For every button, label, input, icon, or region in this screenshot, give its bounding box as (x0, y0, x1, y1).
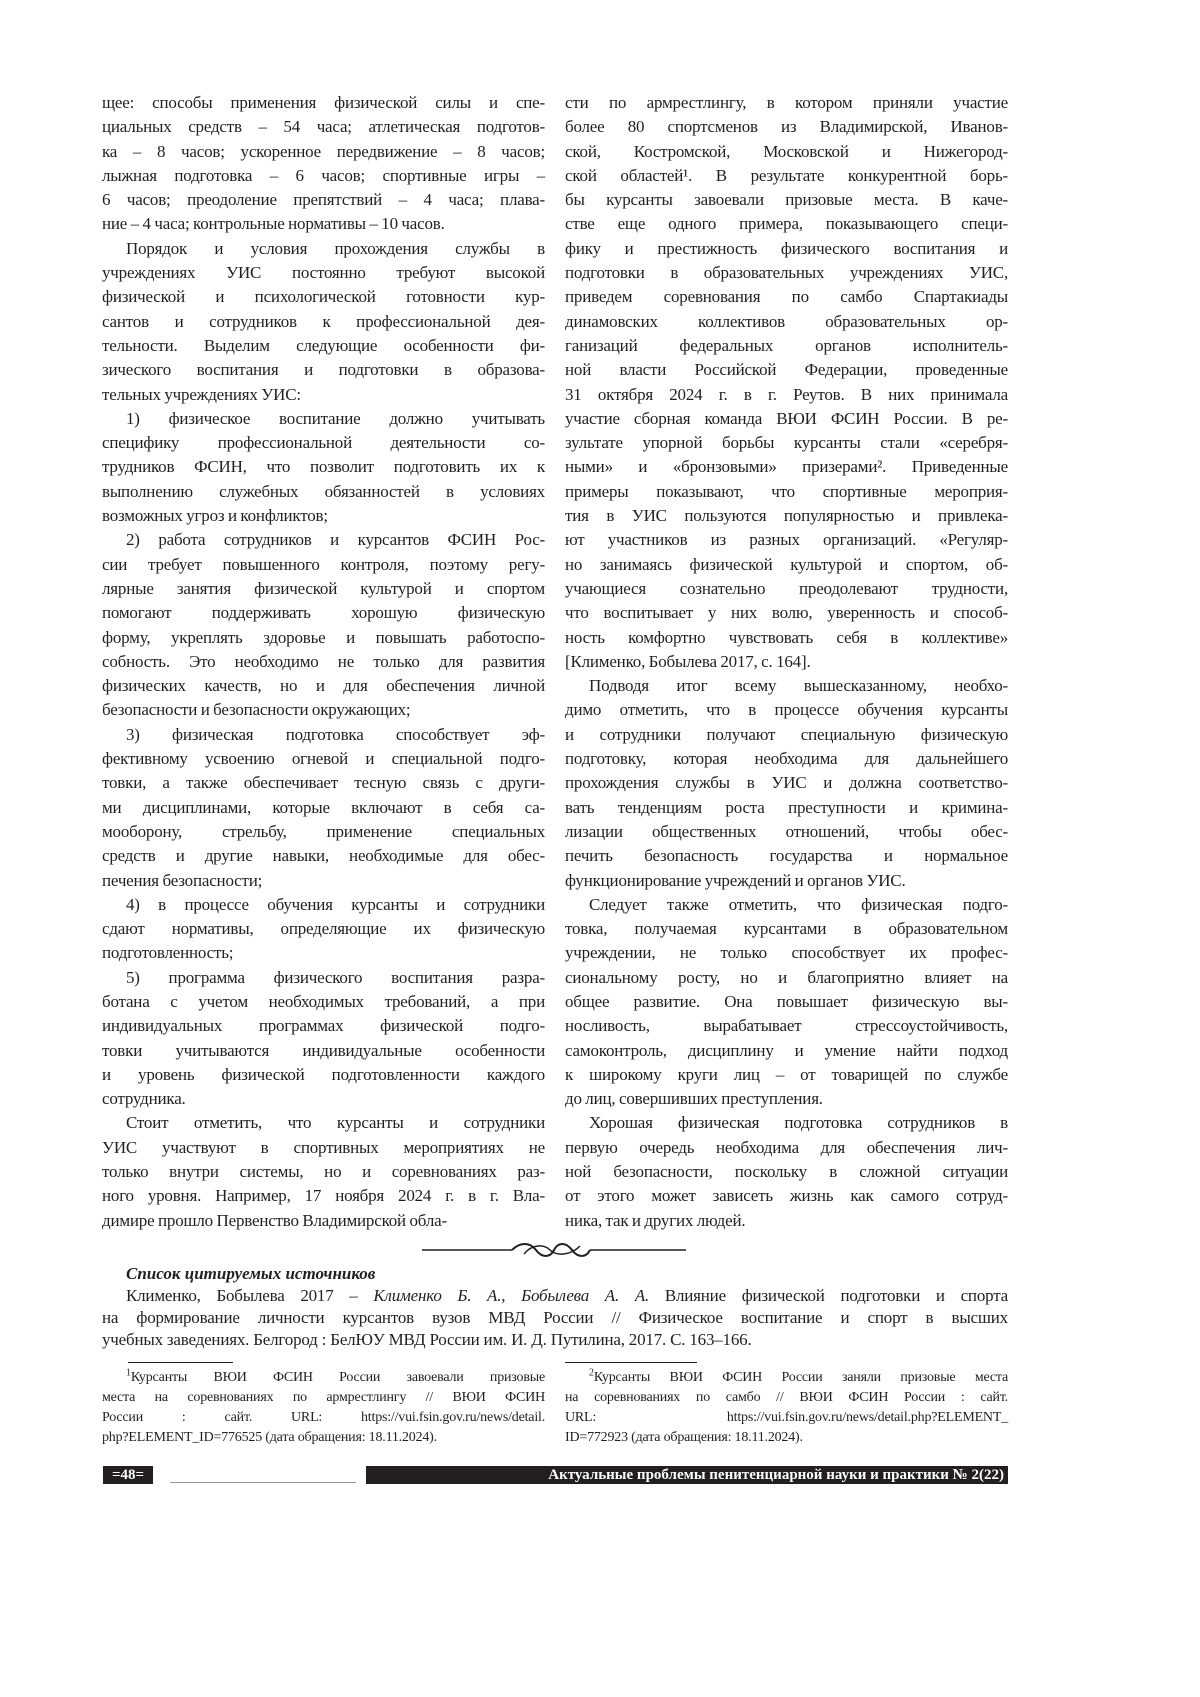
text-line: подготовку, которая необходима для дальнейшего (565, 747, 1008, 771)
text-line: товка, получаемая курсантами в образовательном (565, 917, 1008, 941)
text-line: димире прошло Первенство Владимирской обла- (102, 1209, 545, 1233)
page-number: =48= (103, 1466, 153, 1484)
footnote-line: ID=772923 (дата обращения: 18.11.2024). (565, 1428, 1008, 1448)
text-line: Подводя итог всему вышесказанному, необхо- (565, 674, 1008, 698)
text-line: специфику профессиональной деятельности со- (102, 431, 545, 455)
text-line: приведем соревнования по самбо Спартакиады (565, 285, 1008, 309)
footnote-line: php?ELEMENT_ID=776525 (дата обращения: 18.11.2024). (102, 1428, 545, 1448)
text-column-left (102, 91, 545, 1233)
text-line: более 80 спортсменов из Владимирской, Иванов- (565, 115, 1008, 139)
footnote-line: на соревнованиях по самбо // ВЮИ ФСИН России : сайт. (565, 1388, 1008, 1408)
text-line: 6 часов; преодоление препятствий – 4 часа; плава- (102, 188, 545, 212)
footer-divider (170, 1482, 356, 1483)
text-line: физических качеств, но и для обеспечения личной (102, 674, 545, 698)
footnote-line (102, 1368, 545, 1388)
text-line: трудников ФСИН, что позволит подготовить их к (102, 455, 545, 479)
text-line: циальных средств – 54 часа; атлетическая подготов- (102, 115, 545, 139)
footnote-line: места на соревнованиях по армрестлингу // ВЮИ ФСИН (102, 1388, 545, 1408)
text-line: и уровень физической подготовленности каждого (102, 1063, 545, 1087)
footnote-rule (565, 1362, 697, 1363)
text-line: первую очередь необходима для обеспечения лич- (565, 1136, 1008, 1160)
text-line: 2) работа сотрудников и курсантов ФСИН Рос- (102, 528, 545, 552)
text-line: но занимаясь физической культурой и спортом, об- (565, 553, 1008, 577)
footnote-2 (565, 1368, 1008, 1448)
journal-title-bar: Актуальные проблемы пенитенциарной науки и практики № 2(22) (366, 1466, 1008, 1484)
text-line: фику и престижность физического воспитания и (565, 237, 1008, 261)
text-line: возможных угроз и конфликтов; (102, 504, 545, 528)
bibliography-entry-line: на формирование личности курсантов вузов МВД России // Физическое воспитание и спорт в высших (102, 1307, 1008, 1329)
text-line: вать тенденциям роста преступности и кримина- (565, 796, 1008, 820)
text-line: функционирование учреждений и органов УИС. (565, 869, 1008, 893)
text-line: Следует также отметить, что физическая подго- (565, 893, 1008, 917)
text-line: тия в УИС пользуются популярностью и привлека- (565, 504, 1008, 528)
text-line: подготовки в образовательных учреждениях УИС, (565, 261, 1008, 285)
text-line: фективному усвоению огневой и специальной подго- (102, 747, 545, 771)
text-line: ными» и «бронзовыми» призерами². Приведенные (565, 455, 1008, 479)
bibliography-entry-line: учебных заведениях. Белгород : БелЮУ МВД России им. И. Д. Путилина, 2017. С. 163–166. (102, 1329, 1008, 1351)
text-line: участие сборная команда ВЮИ ФСИН России. В ре- (565, 407, 1008, 431)
text-line: только внутри системы, но и соревнованиях раз- (102, 1160, 545, 1184)
text-line: ганизаций федеральных органов исполнитель- (565, 334, 1008, 358)
text-line: товки учитываются индивидуальные особенности (102, 1039, 545, 1063)
text-line: средств и другие навыки, необходимые для обес- (102, 844, 545, 868)
text-line: Порядок и условия прохождения службы в (102, 237, 545, 261)
text-line: ют участников из разных организаций. «Регуляр- (565, 528, 1008, 552)
text-line: прохождения службы в УИС и должна соответство- (565, 771, 1008, 795)
text-line: лизации общественных отношений, чтобы обес- (565, 820, 1008, 844)
text-line: до лиц, совершивших преступления. (565, 1087, 1008, 1111)
text-line: димо отметить, что в процессе обучения курсанты (565, 698, 1008, 722)
text-line: самоконтроль, дисциплину и умение найти подход (565, 1039, 1008, 1063)
text-line: 3) физическая подготовка способствует эф- (102, 723, 545, 747)
bibliography-title: Влияние физической подготовки и спорта (649, 1286, 1008, 1305)
bibliography-entry-line (102, 1285, 1008, 1307)
text-line: динамовских коллективов образовательных ор- (565, 310, 1008, 334)
text-line: сотрудника. (102, 1087, 545, 1111)
text-line: 31 октября 2024 г. в г. Реутов. В них принимала (565, 383, 1008, 407)
text-line: ботана с учетом необходимых требований, а при (102, 990, 545, 1014)
text-line: печения безопасности; (102, 869, 545, 893)
text-line: помогают поддерживать хорошую физическую (102, 601, 545, 625)
text-line: подготовленность; (102, 941, 545, 965)
text-line: УИС участвуют в спортивных мероприятиях не (102, 1136, 545, 1160)
text-line: тельных учреждениях УИС: (102, 383, 545, 407)
text-line: сантов и сотрудников к профессиональной дея- (102, 310, 545, 334)
text-line: ного уровня. Например, 17 ноября 2024 г. в г. Вла- (102, 1184, 545, 1208)
text-line: стве еще одного примера, показывающего специ- (565, 212, 1008, 236)
text-line: мооборону, стрельбу, применение специальных (102, 820, 545, 844)
text-line: ника, так и других людей. (565, 1209, 1008, 1233)
text-line: ской областей¹. В результате конкурентной борь- (565, 164, 1008, 188)
bibliography-heading: Список цитируемых источников (102, 1263, 1008, 1285)
text-line: сдают нормативы, определяющие их физическую (102, 917, 545, 941)
text-line: 1) физическое воспитание должно учитывать (102, 407, 545, 431)
text-line: ской, Костромской, Московской и Нижегород- (565, 140, 1008, 164)
text-line: безопасности и безопасности окружающих; (102, 698, 545, 722)
text-line: ной власти Российской Федерации, проведенные (565, 358, 1008, 382)
text-line: печить безопасность государства и нормальное (565, 844, 1008, 868)
text-line: от этого может зависеть жизнь как самого сотруд- (565, 1184, 1008, 1208)
footnote-line: URL: https://vui.fsin.gov.ru/news/detail.php?ELEMENT_ (565, 1408, 1008, 1428)
text-line: 5) программа физического воспитания разра- (102, 966, 545, 990)
footnote-line: России : сайт. URL: https://vui.fsin.gov.ru/news/detail. (102, 1408, 545, 1428)
footnote-text: Курсанты ВЮИ ФСИН России завоевали призовые (131, 1370, 545, 1385)
text-line: ние – 4 часа; контрольные нормативы – 10 часов. (102, 212, 545, 236)
text-line: лыжная подготовка – 6 часов; спортивные игры – (102, 164, 545, 188)
footnote-mark: 1 (126, 1367, 131, 1378)
footnote-mark: 2 (589, 1367, 594, 1378)
text-line: 4) в процессе обучения курсанты и сотрудники (102, 893, 545, 917)
text-line: [Клименко, Бобылева 2017, с. 164]. (565, 650, 1008, 674)
text-line: физической и психологической готовности кур- (102, 285, 545, 309)
footnote-rule (128, 1362, 233, 1363)
text-line: ка – 8 часов; ускоренное передвижение – 8 часов; (102, 140, 545, 164)
text-line: Стоит отметить, что курсанты и сотрудники (102, 1111, 545, 1135)
text-line: примеры показывают, что спортивные мероприя- (565, 480, 1008, 504)
text-line: зического воспитания и подготовки в образова- (102, 358, 545, 382)
text-line: и сотрудники получают специальную физическую (565, 723, 1008, 747)
bibliography (102, 1263, 1008, 1351)
text-line: что воспитывает у них волю, уверенность и способ- (565, 601, 1008, 625)
text-line: ми дисциплинами, которые включают в себя са- (102, 796, 545, 820)
text-line: учреждении, не только способствует их профес- (565, 941, 1008, 965)
text-line: ность комфортно чувствовать себя в коллективе» (565, 626, 1008, 650)
text-line: тельности. Выделим следующие особенности фи- (102, 334, 545, 358)
text-line: сти по армрестлингу, в котором приняли участие (565, 91, 1008, 115)
text-column-right (565, 91, 1008, 1233)
text-line: индивидуальных программах физической подго- (102, 1014, 545, 1038)
text-line: сиональному росту, но и благоприятно влияет на (565, 966, 1008, 990)
text-line: к широкому круги лиц – от товарищей по службе (565, 1063, 1008, 1087)
text-line: сии требует повышенного контроля, поэтому регу- (102, 553, 545, 577)
text-line: выполнению служебных обязанностей в условиях (102, 480, 545, 504)
section-divider-ornament-icon (420, 1240, 688, 1260)
text-line: щее: способы применения физической силы и спе- (102, 91, 545, 115)
text-line: учреждениях УИС постоянно требуют высокой (102, 261, 545, 285)
text-line: носливость, вырабатывает стрессоустойчивость, (565, 1014, 1008, 1038)
footnote-1 (102, 1368, 545, 1448)
text-line: лярные занятия физической культурой и спортом (102, 577, 545, 601)
text-line: Хорошая физическая подготовка сотрудников в (565, 1111, 1008, 1135)
footnote-line (565, 1368, 1008, 1388)
bibliography-authors: Клименко Б. А., Бобылева А. А. (373, 1286, 649, 1305)
text-line: собность. Это необходимо не только для развития (102, 650, 545, 674)
text-line: общее развитие. Она повышает физическую вы- (565, 990, 1008, 1014)
text-line: ной безопасности, поскольку в сложной ситуации (565, 1160, 1008, 1184)
footnote-text: Курсанты ВЮИ ФСИН России заняли призовые места (594, 1370, 1008, 1385)
text-line: товки, а также обеспечивает тесную связь с други- (102, 771, 545, 795)
text-line: бы курсанты завоевали призовые места. В каче- (565, 188, 1008, 212)
bibliography-key: Клименко, Бобылева 2017 – (126, 1286, 373, 1305)
text-line: учающиеся сознательно преодолевают трудности, (565, 577, 1008, 601)
text-line: форму, укреплять здоровье и повышать работоспо- (102, 626, 545, 650)
text-line: зультате упорной борьбы курсанты стали «серебря- (565, 431, 1008, 455)
